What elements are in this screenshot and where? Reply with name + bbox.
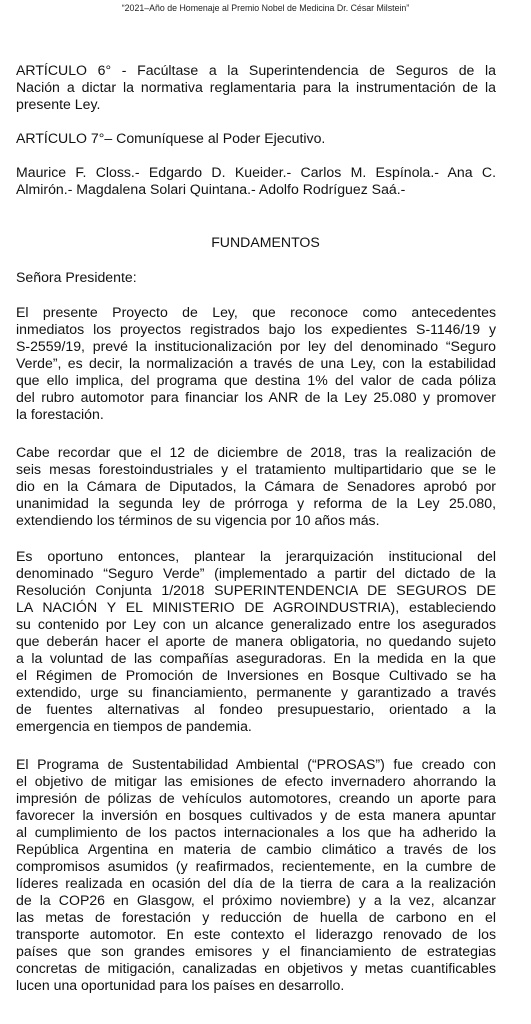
text-line: que deberán hacer el aporte de manera obligatoria, no quedando sujeto: [16, 633, 496, 649]
text-line: al cumplimiento de los pactos internacionales a los que ha adherido la: [16, 824, 496, 840]
salutation: [16, 269, 496, 286]
text-line: extendido, urge su financiamiento, permanente y garantizado a través: [16, 684, 496, 700]
text-line: su contenido por Ley con un alcance generalizado entre los asegurados: [16, 616, 496, 632]
text-line: de la COP26 en Glasgow, el próximo noviembre) y a la vez, alcanzar: [16, 892, 496, 908]
text-line: Cabe recordar que el 12 de diciembre de 2018, tras la realización de: [16, 444, 496, 460]
page-header: “2021–Año de Homenaje al Premio Nobel de Medicina Dr. César Milstein”: [121, 3, 410, 13]
text-line: concretas de mitigación, canalizadas en objetivos y metas cuantificables: [16, 960, 496, 976]
text-line: países que son grandes emisores y el financiamiento de estrategias: [16, 943, 496, 959]
text-line: líderes realizada en ocasión del día de la tierra de cara a la realización: [16, 875, 496, 891]
text-line: ARTÍCULO 6° - Facúltase a la Superintendencia de Seguros de la: [16, 62, 496, 78]
text-line: denominado “Seguro Verde” (implementado a partir del dictado de la: [16, 565, 496, 581]
text-line: las metas de forestación y reducción de huella de carbono en el: [16, 909, 496, 925]
paragraph-3: [16, 548, 496, 735]
text-line: Nación a dictar la normativa reglamentaria para la instrumentación de la: [16, 79, 496, 95]
text-line: impresión de pólizas de vehículos automotores, creando un aporte para: [16, 790, 496, 806]
text-line: inmediatos los proyectos registrados bajo los expedientes S-1146/19 y: [16, 321, 496, 337]
text-line: ARTÍCULO 7°– Comuníquese al Poder Ejecutivo.: [16, 130, 326, 146]
text-line: Señora Presidente:: [16, 269, 137, 285]
text-line: transporte automotor. En este contexto el liderazgo renovado de los: [16, 926, 496, 942]
text-line: el Régimen de Promoción de Inversiones en Bosque Cultivado se ha: [16, 667, 496, 683]
text-line: unanimidad la segunda ley de prórroga y reforma de la Ley 25.080,: [16, 495, 496, 511]
article-7: [16, 130, 496, 147]
text-line: lucen una oportunidad para los países en desarrollo.: [16, 977, 345, 993]
paragraph-1: [16, 304, 496, 423]
text-line: compromisos asumidos (y reafirmados, recientemente, en la cumbre de: [16, 858, 496, 874]
text-line: seis mesas forestoindustriales y el tratamiento multipartidario que se le: [16, 461, 496, 477]
section-heading: FUNDAMENTOS: [211, 234, 320, 250]
text-line: Almirón.- Magdalena Solari Quintana.- Adolfo Rodríguez Saá.-: [16, 181, 406, 197]
text-line: República Argentina en materia de cambio climático a través de los: [16, 841, 496, 857]
paragraph-4: [16, 756, 496, 994]
text-line: el objetivo de mitigar las emisiones de efecto invernadero ahorrando la: [16, 773, 496, 789]
text-line: dio en la Cámara de Diputados, la Cámara de Senadores aprobó por: [16, 478, 496, 494]
text-line: Resolución Conjunta 1/2018 SUPERINTENDENCIA DE SEGUROS DE: [16, 582, 496, 598]
text-line: Maurice F. Closs.- Edgardo D. Kueider.- Carlos M. Espínola.- Ana C.: [16, 164, 496, 180]
text-line: El presente Proyecto de Ley, que reconoce como antecedentes: [16, 304, 496, 320]
text-line: S-2559/19, prevé la institucionalización por ley del denominado “Seguro: [16, 338, 496, 354]
text-line: Verde”, es decir, la normalización a través de una Ley, con la estabilidad: [16, 355, 496, 371]
text-line: a la voluntad de las compañías aseguradoras. En la medida en la que: [16, 650, 496, 666]
text-line: del rubro automotor para financiar los ANR de la Ley 25.080 y promover: [16, 389, 496, 405]
text-line: Es oportuno entonces, plantear la jerarquización institucional del: [16, 548, 496, 564]
text-line: la forestación.: [16, 406, 104, 422]
signatures: [16, 164, 496, 198]
text-line: emergencia en tiempos de pandemia.: [16, 718, 252, 734]
text-line: favorecer la inversión en bosques cultivados y de esta manera apuntar: [16, 807, 496, 823]
text-line: presente Ley.: [16, 96, 101, 112]
article-6: [16, 62, 496, 113]
text-line: extendiendo los términos de su vigencia por 10 años más.: [16, 512, 380, 528]
text-line: de fuentes alternativas al fondeo presupuestario, orientado a la: [16, 701, 496, 717]
paragraph-2: [16, 444, 496, 529]
text-line: El Programa de Sustentabilidad Ambiental (“PROSAS”) fue creado con: [16, 756, 496, 772]
text-line: LA NACIÓN Y EL MINISTERIO DE AGROINDUSTRIA), estableciendo: [16, 599, 496, 615]
text-line: que ello implica, del programa que destina 1% del valor de cada póliza: [16, 372, 496, 388]
